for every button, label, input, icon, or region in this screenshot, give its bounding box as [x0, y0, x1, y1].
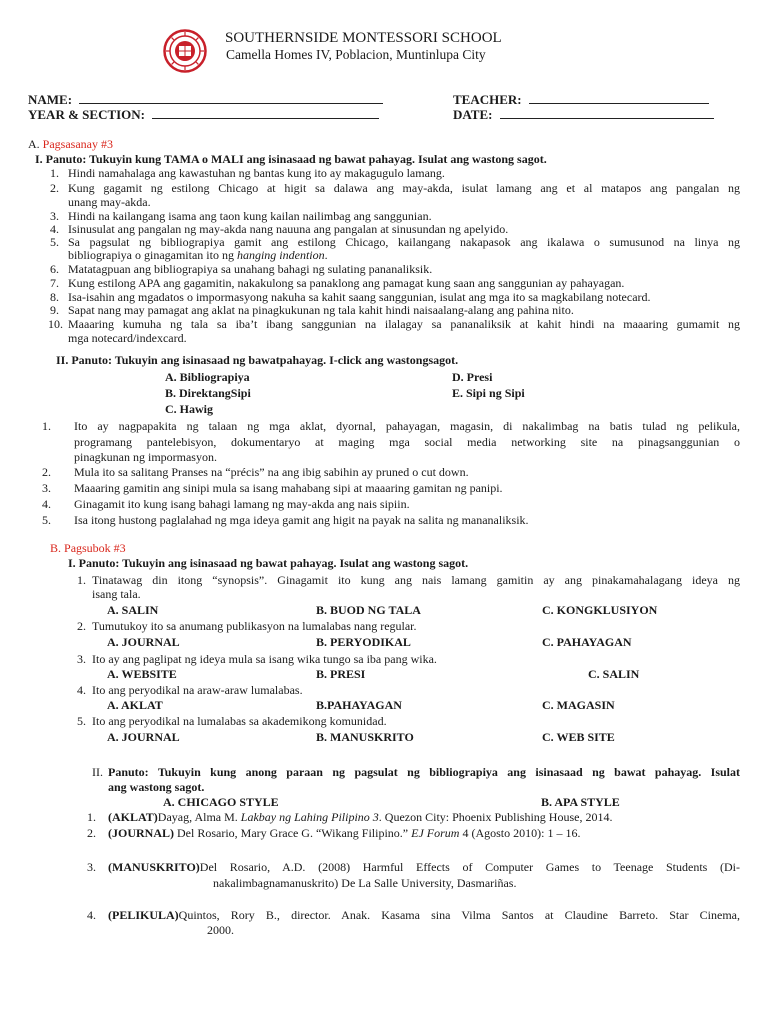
- section-b-part2-heading: Panuto: Tukuyin kung anong paraan ng pagsulat ng bibliograpiya ang isinasaad ng bawat pahayag. Isulat: [108, 765, 740, 779]
- list-item: Hindi namahalaga ang kawastuhan ng bantas kung ito ay makagugulo lamang.: [68, 166, 445, 180]
- choice-option[interactable]: B. DirektangSipi: [165, 386, 251, 400]
- choice-option[interactable]: C. Hawig: [165, 402, 213, 416]
- list-item-continued: mga notecard/indexcard.: [68, 331, 187, 345]
- name-field[interactable]: [28, 92, 383, 108]
- question-item-continued: isang tala.: [92, 587, 141, 601]
- list-item-continued: bibliograpiya o ginagamitan ito ng hanging indention.: [68, 248, 328, 262]
- section-b-part2-roman: II.: [92, 765, 103, 779]
- year-section-label: YEAR & SECTION:: [28, 107, 146, 122]
- choice-option[interactable]: A. WEBSITE: [107, 667, 177, 681]
- choice-option[interactable]: B. APA STYLE: [541, 795, 620, 809]
- bibliography-item-continued: nakalimbagnamanuskrito) De La Salle University, Dasmariñas.: [213, 876, 517, 890]
- question-item: Ito ang peryodikal na araw-araw lumalabas.: [92, 683, 303, 697]
- choice-option[interactable]: C. MAGASIN: [542, 698, 615, 712]
- choice-option[interactable]: B. PERYODIKAL: [316, 635, 411, 649]
- list-item-continued: pinagkunan ng impormasyon.: [74, 450, 217, 464]
- item-type-label: (AKLAT): [108, 810, 158, 824]
- teacher-field[interactable]: [453, 92, 709, 108]
- date-label: DATE:: [453, 107, 493, 122]
- choice-option[interactable]: A. SALIN: [107, 603, 159, 617]
- choice-option[interactable]: E. Sipi ng Sipi: [452, 386, 525, 400]
- list-item: Maaaring gamitin ang sinipi mula sa isang mahabang sipi at maaaring gamitan ng panipi.: [74, 481, 503, 495]
- section-a-title: A. Pagsasanay #3: [28, 137, 113, 151]
- choice-option[interactable]: A. Bibliograpiya: [165, 370, 250, 384]
- year-section-field[interactable]: [28, 107, 379, 123]
- choice-option[interactable]: B. MANUSKRITO: [316, 730, 414, 744]
- question-item: Ito ay ang paglipat ng ideya mula sa isang wika tungo sa iba pang wika.: [92, 652, 437, 666]
- choice-option[interactable]: C. WEB SITE: [542, 730, 615, 744]
- year-section-blank[interactable]: [152, 107, 379, 119]
- item-type-label: (PELIKULA): [108, 908, 179, 922]
- section-b-title: B. Pagsubok #3: [50, 541, 126, 555]
- bibliography-item: (AKLAT)Dayag, Alma M. Lakbay ng Lahing Pilipino 3. Quezon City: Phoenix Publishing House, 2014.: [108, 810, 613, 824]
- bibliography-item: (MANUSKRITO)Del Rosario, A.D. (2008) Harmful Effects of Computer Games to Teenage Students (Di-: [108, 860, 740, 874]
- list-item: Maaaring kumuha ng tala sa iba’t ibang sanggunian na ilalagay sa pananaliksik at kahit hindi na maaaring gumamit ng: [68, 317, 740, 331]
- list-item-continued: programang pantelebisyon, dokumentaryo at maging mga social media networking site na pinagsanggunian o: [74, 435, 740, 449]
- question-item: Ito ang peryodikal na lumalabas sa akademikong komunidad.: [92, 714, 387, 728]
- choice-option[interactable]: B.PAHAYAGAN: [316, 698, 402, 712]
- choice-option[interactable]: A. JOURNAL: [107, 730, 180, 744]
- list-item: Kung estilong APA ang gagamitin, nakakulong sa panaklong ang pamagat kung saan ang sanggunian ay pahayagan.: [68, 276, 625, 290]
- teacher-blank[interactable]: [529, 92, 709, 104]
- list-item: Ginagamit ito kung isang bahagi lamang ng may-akda ang nais sipiin.: [74, 497, 410, 511]
- choice-option[interactable]: A. CHICAGO STYLE: [163, 795, 279, 809]
- choice-option[interactable]: C. PAHAYAGAN: [542, 635, 632, 649]
- bibliography-item-continued: 2000.: [207, 923, 234, 937]
- section-b-part2-heading-continued: ang wastong sagot.: [108, 780, 205, 794]
- school-address: Camella Homes IV, Poblacion, Muntinlupa City: [226, 47, 486, 62]
- list-item-continued: unang may-akda.: [68, 195, 151, 209]
- name-label: NAME:: [28, 92, 73, 107]
- section-b-name: Pagsubok #3: [64, 541, 126, 555]
- choice-option[interactable]: A. AKLAT: [107, 698, 163, 712]
- choice-option[interactable]: D. Presi: [452, 370, 493, 384]
- item-type-label: (MANUSKRITO): [108, 860, 200, 874]
- list-item: Kung gagamit ng estilong Chicago at higit sa dalawa ang may-akda, isulat lamang ang et al matapos ang pangalan ng: [68, 181, 740, 195]
- list-item: Isa-isahin ang mgadatos o impormasyong nakuha sa kahit saang sanggunian, isulat ang mga ito sa magkabilang notecard.: [68, 290, 651, 304]
- name-blank[interactable]: [79, 92, 383, 104]
- item-type-label: (JOURNAL): [108, 826, 174, 840]
- bibliography-item: (PELIKULA)Quintos, Rory B., director. Anak. Kasama sina Vilma Santos at Claudine Barreto. Star Cinema,: [108, 908, 740, 922]
- school-name: SOUTHERNSIDE MONTESSORI SCHOOL: [225, 30, 502, 46]
- section-a-part2-heading: II. Panuto: Tukuyin ang isinasaad ng bawatpahayag. I-click ang wastongsagot.: [56, 353, 459, 367]
- section-b-part1-heading: I. Panuto: Tukuyin ang isinasaad ng bawat pahayag. Isulat ang wastong sagot.: [68, 556, 469, 570]
- choice-option[interactable]: A. JOURNAL: [107, 635, 180, 649]
- list-item: Sapat nang may pamagat ang aklat na pinagkukunan ng tala kahit hindi naisaalang-alang ang pahina nito.: [68, 303, 574, 317]
- date-blank[interactable]: [500, 107, 714, 119]
- choice-option[interactable]: B. BUOD NG TALA: [316, 603, 421, 617]
- choice-option[interactable]: B. PRESI: [316, 667, 366, 681]
- date-field[interactable]: [453, 107, 714, 123]
- question-item: Tinatawag din itong “synopsis”. Ginagamit ito kung ang nais lamang gamitin ay ang pinakamahalagang ideya ng: [92, 573, 740, 587]
- choice-option[interactable]: C. SALIN: [588, 667, 640, 681]
- list-item: Mula ito sa salitang Pranses na “précis” na ang ibig sabihin ay pruned o cut down.: [74, 465, 469, 479]
- worksheet-page: SOUTHERNSIDE MONTESSORI SCHOOL Camella Homes IV, Poblacion, Muntinlupa City NAME: YEAR & SECTION: TEACHER: DATE: A. Pagsasanay #3 I. Panuto: Tukuyin kung TAMA o MALI ang isinasaad ng bawat pahayag. Isulat ang wastong sagot. 1. Hindi namahalaga ang kawastuhan ng bantas kung ito ay makagugulo lamang. 2. Kung gagamit ng estilong Chicago at higit sa dalawa ang may-akda, isulat lamang ang et al matapos ang pangalan ng unang may-akda. 3. Hindi na kailangang isama ang taon kung kailan nailimbag ang sanggunian. 4. Isinusulat ang pangalan ng may-akda nang nauuna ang pangalan at sinusundan ng apelyido. 5. Sa pagsulat ng bibliograpiya gamit ang estilong Chicago, kailangang nakapasok ang ikalawa o sumusunod na linya ng bibliograpiya o ginagamitan ito ng hanging indention. 6. Matatagpuan ang bibliograpiya sa unahang bahagi ng sulating pananaliksik. 7. Kung estilong APA ang gagamitin, nakakulong sa panaklong ang pamagat kung saan ang sanggunian ay pahayagan. 8. Isa-isahin ang mgadatos o impormasyong nakuha sa kahit saang sanggunian, isulat ang mga ito sa magkabilang notecard. 9. Sapat nang may pamagat ang aklat na pinagkukunan ng tala kahit hindi naisaalang-alang ang pahina nito. 10. Maaaring kumuha ng tala sa iba’t ibang sanggunian na ilalagay sa pananaliksik at kahit hindi na maaaring gumamit ng mga notecard/indexcard. II. Panuto: Tukuyin ang isinasaad ng bawatpahayag. I-click ang wastongsagot. A. Bibliograpiya B. DirektangSipi C. Hawig D. Presi E. Sipi ng Sipi 1. Ito ay nagpapakita ng talaan ng mga aklat, dyornal, pahayagan, magasin, di nakalimbag na batis tulad ng pelikula, programang pantelebisyon, dokumentaryo at maging mga social media networking site na pinagsanggunian o pinagkunan ng impormasyon. 2. Mula ito sa salitang Pranses na “précis” na ang ibig sabihin ay pruned o cut down. 3. Maaaring gamitin ang sinipi mula sa isang mahabang sipi at maaaring gamitan ng panipi. 4. Ginagamit ito kung isang bahagi lamang ng may-akda ang nais sipiin. 5. Isa itong hustong paglalahad ng mga ideya gamit ang higit na payak na salita ng mananaliksik. B. Pagsubok #3 I. Panuto: Tukuyin ang isinasaad ng bawat pahayag. Isulat ang wastong sagot. 1. Tinatawag din itong “synopsis”. Ginagamit ito kung ang nais lamang gamitin ay ang pinakamahalagang ideya ng isang tala. A. SALIN B. BUOD NG TALA C. KONGKLUSIYON 2. Tumutukoy ito sa anumang publikasyon na lumalabas nang regular. A. JOURNAL B. PERYODIKAL C. PAHAYAGAN 3. Ito ay ang paglipat ng ideya mula sa isang wika tungo sa iba pang wika. A. WEBSITE B. PRESI C. SALIN 4. Ito ang peryodikal na araw-araw lumalabas. A. AKLAT B.PAHAYAGAN C. MAGASIN 5. Ito ang peryodikal na lumalabas sa akademikong komunidad. A. JOURNAL B. MANUSKRITO C. WEB SITE II. Panuto: Tukuyin kung anong paraan ng pagsulat ng bibliograpiya ang isinasaad ng bawat pahayag. Isulat ang wastong sagot. A. CHICAGO STYLE B. APA STYLE 1. (AKLAT)Dayag, Alma M. Lakbay ng Lahing Pilipino 3. Quezon City: Phoenix Publishing House, 2014. 2. (JOURNAL) Del Rosario, Mary Grace G. “Wikang Filipino.” EJ Forum 4 (Agosto 2010): 1 – 16. 3. (MANUSKRITO)Del Rosario, A.D. (2008) Harmful Effects of Computer Games to Teenage Students (Di- nakalimbagnamanuskrito) De La Salle University, Dasmariñas. 4. (PELIKULA)Quintos, Rory B., director. Anak. Kasama sina Vilma Santos at Claudine Barreto. Star Cinema, 2000.: [28, 30, 740, 937]
- section-a-part1-heading: I. Panuto: Tukuyin kung TAMA o MALI ang isinasaad ng bawat pahayag. Isulat ang wastong sagot.: [35, 152, 547, 166]
- list-item: Hindi na kailangang isama ang taon kung kailan nailimbag ang sanggunian.: [68, 209, 432, 223]
- bibliography-item: (JOURNAL) Del Rosario, Mary Grace G. “Wikang Filipino.” EJ Forum 4 (Agosto 2010): 1 – 16.: [108, 826, 581, 840]
- hanging-indention-term: hanging indention: [236, 248, 325, 262]
- list-item: Sa pagsulat ng bibliograpiya gamit ang estilong Chicago, kailangang nakapasok ang ikalawa o sumusunod na linya ng: [68, 235, 740, 249]
- choice-option[interactable]: C. KONGKLUSIYON: [542, 603, 658, 617]
- section-a-name: Pagsasanay #3: [42, 137, 113, 151]
- list-item: Isinusulat ang pangalan ng may-akda nang nauuna ang pangalan at sinusundan ng apelyido.: [68, 222, 509, 236]
- school-seal-icon: [163, 29, 207, 73]
- question-item: Tumutukoy ito sa anumang publikasyon na lumalabas nang regular.: [92, 619, 417, 633]
- teacher-label: TEACHER:: [453, 92, 522, 107]
- list-item: Isa itong hustong paglalahad ng mga ideya gamit ang higit na payak na salita ng mananaliksik.: [74, 513, 529, 527]
- school-logo: [163, 29, 207, 73]
- list-item: Matatagpuan ang bibliograpiya sa unahang bahagi ng sulating pananaliksik.: [68, 262, 433, 276]
- list-item: Ito ay nagpapakita ng talaan ng mga aklat, dyornal, pahayagan, magasin, di nakalimbag na batis tulad ng pelikula,: [74, 419, 740, 433]
